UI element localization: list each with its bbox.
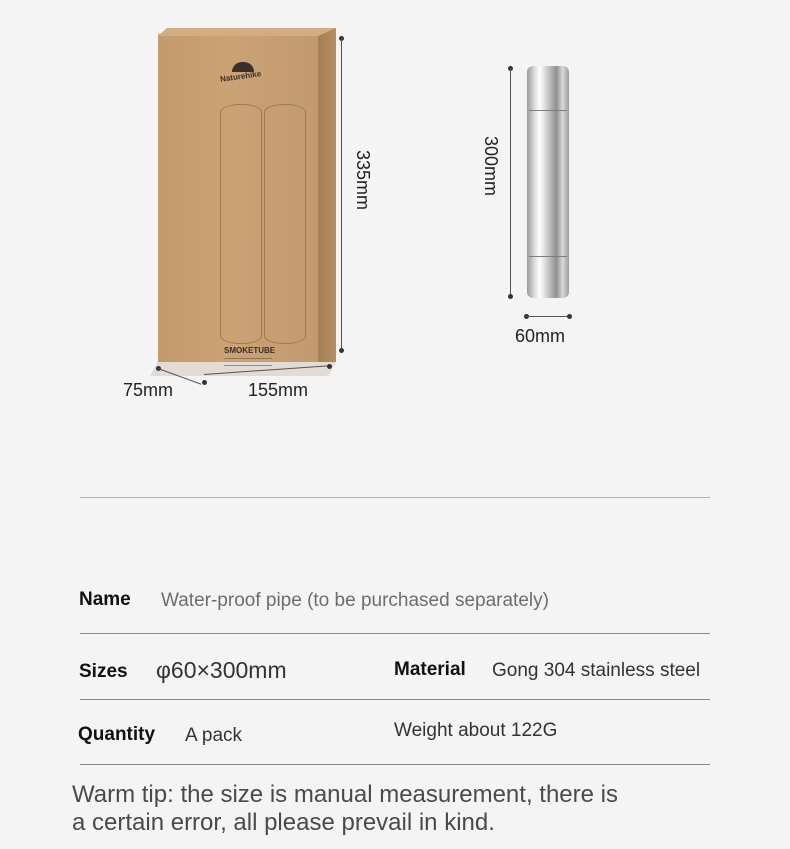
- tube-outline-left: [220, 104, 262, 344]
- box-front-face: [158, 34, 318, 362]
- pipe-joint-bottom: [529, 256, 567, 257]
- pipe-length-label: 300mm: [481, 136, 501, 197]
- box-height-line: [341, 38, 342, 350]
- dim-dot: [202, 380, 207, 385]
- pipe-joint-top: [529, 110, 567, 111]
- table-row-divider: [80, 764, 710, 765]
- spec-weight-value: Weight about 122G: [394, 720, 558, 741]
- pipe-diameter-label: 60mm: [515, 326, 566, 346]
- spec-name-key: Name: [79, 589, 131, 610]
- spec-material-value: Gong 304 stainless steel: [492, 660, 701, 681]
- spec-name-value: Water-proof pipe (to be purchased separately): [161, 590, 549, 611]
- spec-material-key: Material: [394, 659, 466, 680]
- box-fine-print: [224, 358, 272, 366]
- spec-quantity-value: A pack: [185, 725, 243, 746]
- box-depth-label: 75mm: [123, 380, 174, 400]
- table-row-divider: [80, 699, 710, 700]
- dim-dot: [508, 294, 513, 299]
- brand-logo-text: Naturehike: [219, 69, 262, 84]
- spec-quantity-key: Quantity: [78, 724, 156, 745]
- warm-tip-line-2: a certain error, all please prevail in kind.: [72, 809, 495, 836]
- box-product-label: SMOKETUBE: [224, 346, 276, 355]
- spec-sizes-key: Sizes: [79, 661, 128, 682]
- box-top-face: [158, 28, 336, 36]
- section-divider: [80, 497, 710, 498]
- dim-dot: [567, 314, 572, 319]
- steel-pipe-image: [527, 66, 569, 298]
- dim-dot: [327, 364, 332, 369]
- tube-outline-right: [264, 104, 306, 344]
- pipe-length-line: [510, 68, 511, 296]
- table-row-divider: [80, 633, 710, 634]
- product-box-image: [150, 22, 340, 377]
- pipe-diameter-line: [526, 316, 570, 317]
- warm-tip-line-1: Warm tip: the size is manual measurement, there is: [72, 781, 618, 808]
- spec-sizes-value: φ60×300mm: [156, 657, 287, 683]
- box-side-face: [318, 28, 336, 362]
- dim-dot: [339, 348, 344, 353]
- box-width-label: 155mm: [248, 380, 309, 400]
- box-height-label: 335mm: [353, 150, 373, 211]
